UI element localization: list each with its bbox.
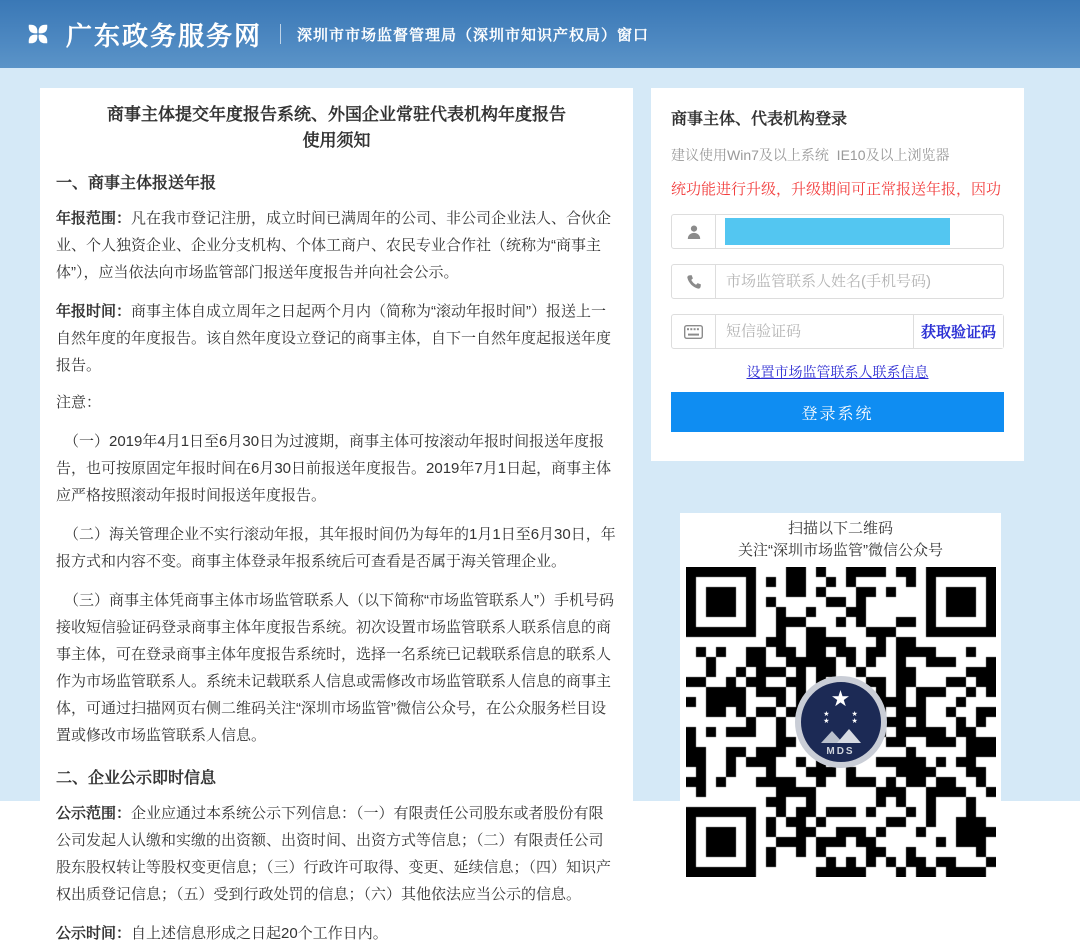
- mountain-icon: [818, 727, 864, 745]
- login-title: 商事主体、代表机构登录: [671, 111, 848, 128]
- entity-account-input[interactable]: [716, 218, 1003, 245]
- contact-name-field[interactable]: [671, 264, 1004, 299]
- qr-code: [686, 567, 996, 877]
- notice-title-line1: 商事主体提交年度报告系统、外国企业常驻代表机构年度报告: [107, 105, 566, 124]
- site-title[interactable]: 广东政务服务网: [66, 20, 263, 51]
- section2-heading: 二、企业公示即时信息: [56, 770, 217, 787]
- qr-caption-line1: 扫描以下二维码: [787, 520, 893, 537]
- note-item-1: （一）2019年4月1日至6月30日为过渡期，商事主体可按滚动年报时间报送年度报告，也可按原固定年报时间在6月30日前报送年度报告。2019年7月1日起，商事主体应严格按照滚动年报时间报送年度报告。: [56, 433, 612, 504]
- site-header: [0, 0, 1080, 68]
- qr-panel: [680, 513, 1001, 801]
- section1-heading: 一、商事主体报送年报: [56, 175, 217, 192]
- publicity-scope: [56, 800, 617, 908]
- publicity-scope-label: 公示范围：: [56, 805, 132, 822]
- annual-report-time-text: 商事主体自成立周年之日起两个月内（简称为“滚动年报时间”）报送上一自然年度的年度报告。该自然年度设立登记的商事主体，自下一自然年度起报送年度报告。: [56, 303, 612, 374]
- set-contact-link[interactable]: 设置市场监管联系人联系信息: [746, 364, 929, 380]
- publicity-time-text: 自上述信息形成之日起20个工作日内。: [131, 925, 388, 942]
- header-divider: [280, 24, 281, 44]
- sms-code-input[interactable]: [716, 323, 913, 340]
- annual-report-time: [56, 298, 617, 379]
- qr-center-logo: [795, 676, 887, 768]
- office-window-title: 深圳市市场监督管理局（深圳市知识产权局）窗口: [297, 26, 650, 44]
- note-heading: 注意：: [56, 394, 102, 411]
- selection-highlight: [725, 218, 950, 245]
- publicity-time: [56, 920, 617, 947]
- note-item-2: （二）海关管理企业不实行滚动年报，其年报时间仍为每年的1月1日至6月30日，年报方式和内容不变。商事主体登录年报系统后可查看是否属于海关管理企业。: [56, 526, 616, 570]
- star-icon: ★: [830, 685, 851, 711]
- qr-logo-label: MDS: [826, 745, 855, 757]
- set-contact-row: [671, 362, 1004, 382]
- phone-icon: [672, 265, 716, 298]
- user-icon: [672, 215, 716, 248]
- small-stars-icon: ★ ★ ★ ★: [823, 710, 868, 725]
- browser-hint: 建议使用Win7及以上系统 IE10及以上浏览器: [671, 147, 950, 163]
- sms-code-field[interactable]: [671, 314, 1004, 349]
- publicity-time-label: 公示时间：: [56, 925, 132, 942]
- qr-caption-line2: 关注“深圳市场监管”微信公众号: [738, 542, 943, 559]
- notice-panel: [40, 88, 633, 942]
- annual-report-scope-text: 凡在我市登记注册，成立时间已满周年的公司、非公司企业法人、合伙企业、个人独资企业、企业分支机构、个体工商户、农民专业合作社（统称为“商事主体”），应当依法向市场监管部门报送年度报告并向社会公示。: [56, 210, 612, 281]
- get-code-button[interactable]: 获取验证码: [913, 315, 1003, 348]
- login-button[interactable]: 登录系统: [671, 392, 1004, 432]
- login-panel: [651, 88, 1024, 461]
- upgrade-alert-marquee: 统功能进行升级，升级期间可正常报送年报，因功: [671, 181, 1002, 198]
- keyboard-icon: [672, 315, 716, 348]
- entity-account-field[interactable]: [671, 214, 1004, 249]
- publicity-scope-text: 企业应通过本系统公示下列信息：（一）有限责任公司股东或者股份有限公司发起人认缴和实缴的出资额、出资时间、出资方式等信息；（二）有限责任公司股东股权转让等股权变更信息；（三）行政许可取得、变更、延续信息；（四）知识产权出质登记信息；（五）受到行政处罚的信息；（六）其他依法应当公示的信息。: [56, 805, 612, 903]
- notice-title-line2: 使用须知: [302, 131, 371, 150]
- contact-name-input[interactable]: [716, 273, 1003, 290]
- note-item-3: （三）商事主体凭商事主体市场监管联系人（以下简称“市场监管联系人”）手机号码接收短信验证码登录商事主体年度报告系统。初次设置市场监管联系人联系信息的商事主体，可在登录商事主体年度报告系统时，选择一名系统已记载联系信息的联系人作为市场监管联系人。系统未记载联系人信息或需修改市场监管联系人信息的商事主体，可通过扫描网页右侧二维码关注“深圳市场监管”微信公众号，在公众服务栏目设置或修改市场监管联系人信息。: [56, 592, 614, 744]
- annual-report-scope: [56, 205, 617, 286]
- annual-report-time-label: 年报时间：: [56, 303, 132, 320]
- pinwheel-logo-icon[interactable]: [22, 18, 54, 50]
- notice-title: [56, 102, 617, 154]
- annual-report-scope-label: 年报范围：: [56, 210, 132, 227]
